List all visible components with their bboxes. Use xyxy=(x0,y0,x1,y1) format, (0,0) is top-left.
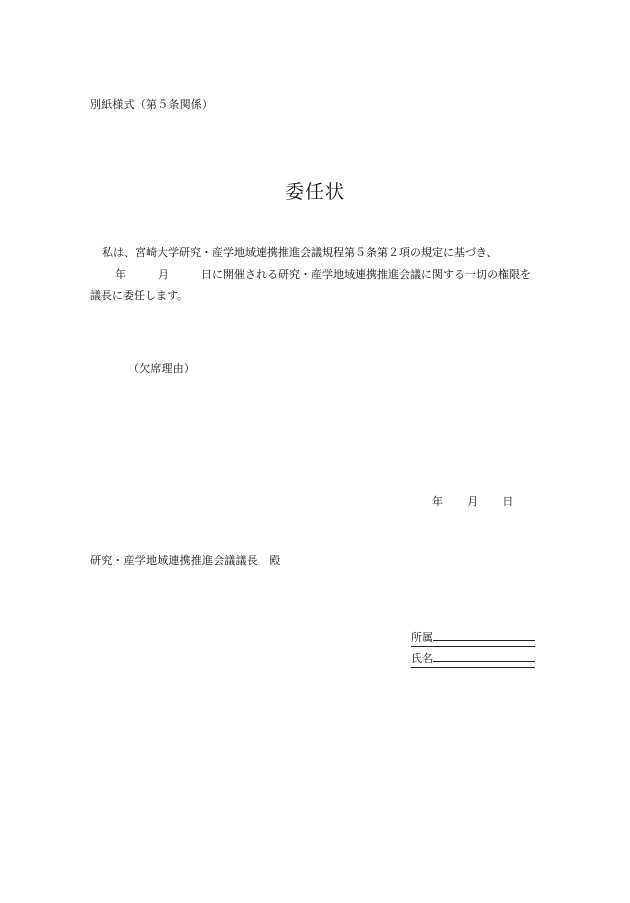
body-line-1: 私は、宮崎大学研究・産学地域連携推進会議規程第５条第２項の規定に基づき、 xyxy=(102,246,498,259)
name-field[interactable] xyxy=(411,649,535,668)
document-title: 委任状 xyxy=(284,181,345,203)
affiliation-field[interactable] xyxy=(411,628,535,647)
meeting-day-text: 日に開催される研究・産学地域連携推進会議に関する一切の権限を xyxy=(201,268,531,281)
name-underline[interactable] xyxy=(433,649,535,662)
date-day-label: 日 xyxy=(502,495,514,508)
meeting-month-label: 月 xyxy=(158,268,169,281)
date-block xyxy=(432,493,514,509)
absence-reason-label: （欠席理由） xyxy=(128,362,196,375)
affiliation-label: 所属 xyxy=(411,631,433,644)
date-month-label: 月 xyxy=(467,495,479,508)
date-year-label: 年 xyxy=(432,495,444,508)
name-label: 氏名 xyxy=(411,652,433,665)
body-line-3: 議長に委任します。 xyxy=(90,289,189,302)
affiliation-underline[interactable] xyxy=(433,628,535,641)
body-line-2 xyxy=(115,266,531,282)
form-label: 別紙様式（第５条関係） xyxy=(90,98,214,111)
addressee: 研究・産学地域連携推進会議議長 殿 xyxy=(90,554,281,567)
meeting-year-label: 年 xyxy=(115,268,126,281)
